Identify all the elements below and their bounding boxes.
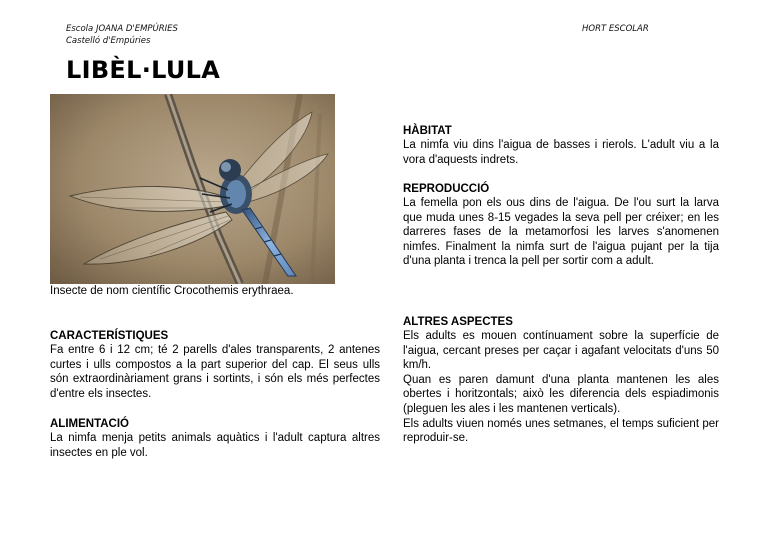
section-text: Els adults viuen només unes setmanes, el temps suficient per reproduir-se. bbox=[403, 417, 719, 445]
dragonfly-photo bbox=[50, 94, 335, 284]
page-title: LIBÈL·LULA bbox=[66, 56, 221, 84]
section-text: Fa entre 6 i 12 cm; té 2 parells d'ales transparents, 2 antenes curtes i ulls compostos a la part superior del cap. El seus ulls són extraordinàriament grans i sortints, i són els més perfectes d'entre els insectes. bbox=[50, 344, 380, 400]
header-right-label: HORT ESCOLAR bbox=[582, 24, 649, 34]
dragonfly-illustration bbox=[50, 94, 335, 284]
section-text: La nimfa menja petits animals aquàtics i l'adult captura altres insectes en ple vol. bbox=[50, 432, 380, 459]
section-heading: HÀBITAT bbox=[403, 125, 452, 137]
section-heading: ALTRES ASPECTES bbox=[403, 316, 513, 328]
section-altres-aspectes bbox=[403, 315, 719, 446]
section-heading: ALIMENTACIÓ bbox=[50, 418, 130, 430]
school-location: Castelló d'Empúries bbox=[66, 36, 151, 46]
section-reproduccio bbox=[403, 182, 719, 269]
section-text: Els adults es mouen contínuament sobre la superfície de l'aigua, cercant preses per caçar i agafant velocitats d'uns 50 km/h. bbox=[403, 330, 719, 372]
school-name bbox=[66, 23, 178, 47]
photo-caption: Insecte de nom científic Crocothemis erythraea. bbox=[50, 285, 294, 297]
section-habitat bbox=[403, 124, 719, 167]
section-caracteristiques bbox=[50, 329, 380, 401]
school-name-line1: Escola JOANA D'EMPÚRIES bbox=[66, 24, 178, 34]
section-heading: REPRODUCCIÓ bbox=[403, 183, 490, 195]
section-alimentacio bbox=[50, 417, 380, 460]
section-heading: CARACTERÍSTIQUES bbox=[50, 330, 169, 342]
section-text: La femella pon els ous dins de l'aigua. De l'ou surt la larva que muda unes 8-15 vegades la seva pell per créixer; en les darreres fases de la metamorfosi les larves s'anomenen nimfes. Finalment la nimfa surt de l'aigua pujant per la tija d'una planta i trenca la pell per sortir com a adult. bbox=[403, 197, 719, 268]
section-text: Quan es paren damunt d'una planta mantenen les ales obertes i horitzontals; això les diferencia dels espiadimonis (pleguen les ales i les mantenen verticals). bbox=[403, 373, 719, 415]
section-text: La nimfa viu dins l'aigua de basses i rierols. L'adult viu a la vora d'aquests indrets. bbox=[403, 139, 719, 166]
